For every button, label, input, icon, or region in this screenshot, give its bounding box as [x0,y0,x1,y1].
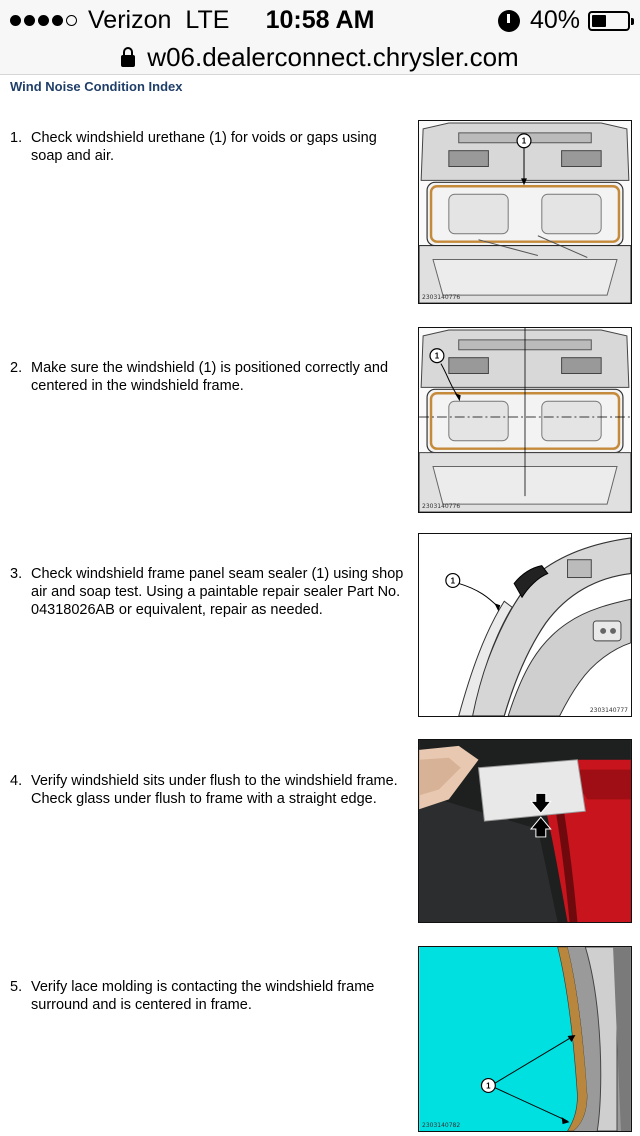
status-left [10,6,229,35]
alarm-icon [498,10,520,32]
step-1 [10,129,406,165]
callout-label: 1 [450,576,455,586]
step-number: 1. [10,130,23,146]
step-text: Check windshield urethane (1) for voids or gaps using soap and air. [31,130,377,164]
lock-icon [121,47,135,67]
url-text[interactable]: w06.dealerconnect.chrysler.com [147,41,519,72]
figure-1-illustration [419,121,631,303]
figure-code: 2303140776 [422,294,461,301]
step-text: Verify windshield sits under flush to the windshield frame. Check glass under flush to frame with a straight edge. [31,773,398,807]
step-text: Verify lace molding is contacting the windshield frame surround and is centered in frame. [31,979,375,1013]
step-3 [10,565,406,619]
network-label: LTE [185,6,230,34]
figure-code: 2303140776 [422,503,461,510]
figure-code: 2303140782 [422,1122,461,1129]
step-2 [10,359,406,395]
address-bar[interactable] [0,40,640,75]
battery-fill [592,15,606,27]
clock: 10:58 AM [265,6,375,34]
figure-2-illustration [419,328,631,512]
step-text: Make sure the windshield (1) is positioned correctly and centered in the windshield frame. [31,360,389,394]
figure-windshield-urethane [418,120,632,304]
carrier-label: Verizon [88,6,172,34]
step-5 [10,978,406,1014]
figure-4-photo [419,740,631,922]
figure-5-illustration [419,947,631,1131]
step-number: 5. [10,979,23,995]
figure-code: 2303140777 [589,707,628,714]
figure-seam-sealer [418,533,632,717]
callout-label: 1 [434,351,440,361]
page-title: Wind Noise Condition Index [10,79,183,94]
figure-windshield-centered [418,327,632,513]
step-number: 3. [10,566,23,582]
status-bar [0,0,640,40]
signal-dots-icon [10,15,80,26]
battery-percent: 40% [529,6,580,34]
battery-icon [588,11,630,31]
step-number: 4. [10,773,23,789]
status-right [498,6,630,35]
callout-label: 1 [521,136,527,146]
step-number: 2. [10,360,23,376]
figure-flush-check-photo [418,739,632,923]
figure-lace-molding [418,946,632,1132]
step-4 [10,772,406,808]
callout-label: 1 [486,1081,491,1091]
figure-3-illustration [419,534,631,716]
step-text: Check windshield frame panel seam sealer (1) using shop air and soap test. Using a paintable repair sealer Part No. 04318026AB or equivalent, repair as needed. [31,566,404,618]
